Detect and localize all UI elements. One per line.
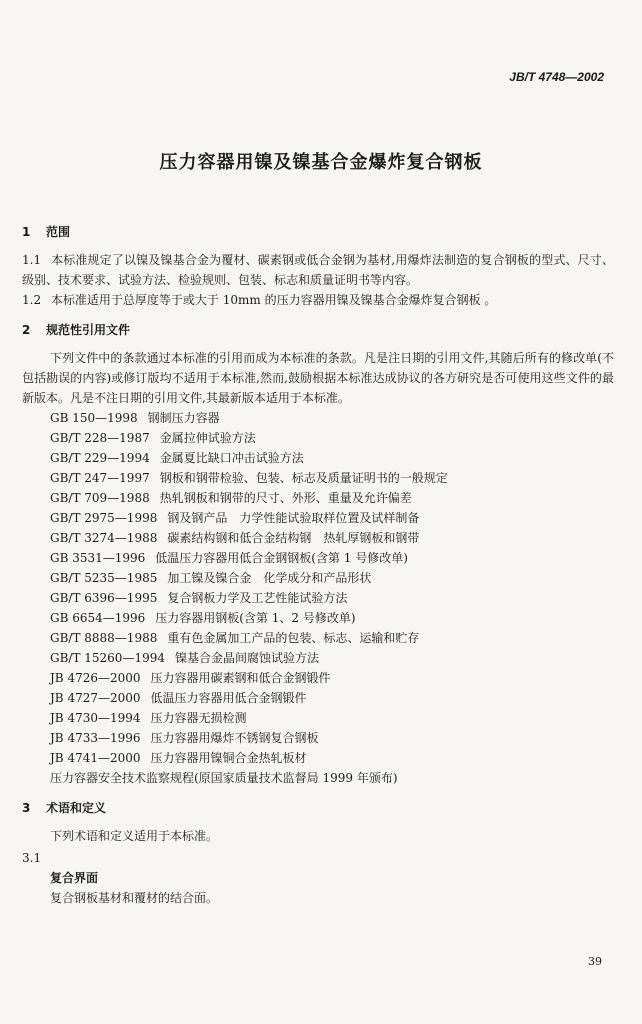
section-1-heading [22,222,614,242]
term-3-1 [22,848,614,908]
reference-item [50,428,614,448]
reference-item [50,508,614,528]
intro-paragraph: 下列术语和定义适用于本标准。 [50,829,219,843]
reference-title: 加工镍及镍合金 化学成分和产品形状 [167,571,372,585]
reference-list [22,408,614,788]
reference-code: GB/T 5235—1985 [50,571,158,585]
reference-item [50,648,614,668]
reference-item [50,468,614,488]
standard-code: JB/T 4748—2002 [509,70,604,84]
section-2-intro [22,348,614,408]
section-title: 范围 [46,225,71,239]
reference-item [50,528,614,548]
reference-title: 钢板和钢带检验、包装、标志及质量证明书的一般规定 [159,471,448,485]
reference-item [50,568,614,588]
clause-number: 3.1 [22,851,42,865]
clause-1-2 [22,290,614,310]
section-3-heading [22,798,614,818]
reference-item [50,488,614,508]
reference-item [50,668,614,688]
section-number: 1 [22,225,31,239]
reference-title: 金属拉伸试验方法 [159,431,256,445]
section-2-heading [22,320,614,340]
reference-title: 镍基合金晶间腐蚀试验方法 [174,651,319,665]
reference-code: GB/T 6396—1995 [50,591,158,605]
section-title: 规范性引用文件 [46,323,131,337]
reference-item [50,748,614,768]
reference-code: 压力容器安全技术监察规程(原国家质量技术监督局 1999 年颁布) [50,771,398,785]
reference-item [50,688,614,708]
reference-code: GB 6654—1996 [50,611,146,625]
clause-number: 1.1 [22,253,42,267]
section-number: 3 [22,801,31,815]
reference-item [50,408,614,428]
reference-title: 钢制压力容器 [147,411,220,425]
reference-code: GB/T 3274—1988 [50,531,158,545]
reference-title: 低温压力容器用低合金钢锻件 [150,691,307,705]
reference-title: 复合钢板力学及工艺性能试验方法 [167,591,348,605]
clause-number: 1.2 [22,293,42,307]
reference-item [50,608,614,628]
section-3 [22,798,614,818]
section-1 [22,222,614,242]
reference-code: JB 4726—2000 [50,671,141,685]
reference-code: JB 4730—1994 [50,711,141,725]
page-number: 39 [588,955,602,968]
reference-title: 压力容器用钢板(含第 1、2 号修改单) [155,611,356,625]
term-name: 复合界面 [50,871,99,885]
section-3-intro [22,826,614,846]
reference-item [50,768,614,788]
intro-paragraph: 下列文件中的条款通过本标准的引用而成为本标准的条款。凡是注日期的引用文件,其随后所有的修改单(不包括勘误的内容)或修订版均不适用于本标准,然而,鼓励根据本标准达成协议的各方研究是否可使用这些文件的最新版本。凡是不注日期的引用文件,其最新版本适用于本标准。 [22,351,614,405]
reference-title: 热轧钢板和钢带的尺寸、外形、重量及允许偏差 [159,491,412,505]
reference-code: JB 4733—1996 [50,731,141,745]
reference-code: GB/T 228—1987 [50,431,150,445]
term-definition: 复合钢板基材和覆材的结合面。 [50,891,219,905]
reference-item [50,588,614,608]
reference-code: GB/T 2975—1998 [50,511,158,525]
reference-item [50,628,614,648]
document-title: 压力容器用镍及镍基合金爆炸复合钢板 [159,152,483,173]
reference-item [50,448,614,468]
reference-code: GB/T 15260—1994 [50,651,165,665]
clause-text: 本标准规定了以镍及镍基合金为覆材、碳素钢或低合金钢为基材,用爆炸法制造的复合钢板的型式、尺寸、级别、技术要求、试验方法、检验规则、包装、标志和质量证明书等内容。 [22,253,614,287]
reference-title: 压力容器无损检测 [150,711,247,725]
reference-code: GB/T 247—1997 [50,471,150,485]
section-2 [22,320,614,340]
reference-code: GB/T 8888—1988 [50,631,158,645]
reference-code: GB 150—1998 [50,411,138,425]
reference-item [50,728,614,748]
reference-title: 碳素结构钢和低合金结构钢 热轧厚钢板和钢带 [167,531,420,545]
reference-item [50,708,614,728]
reference-title: 压力容器用碳素钢和低合金钢锻件 [150,671,331,685]
reference-item [50,548,614,568]
reference-title: 重有色金属加工产品的包装、标志、运输和贮存 [167,631,420,645]
reference-title: 钢及钢产品 力学性能试验取样位置及试样制备 [167,511,420,525]
section-number: 2 [22,323,31,337]
reference-title: 金属夏比缺口冲击试验方法 [159,451,304,465]
reference-title: 压力容器用爆炸不锈钢复合钢板 [150,731,319,745]
reference-code: JB 4741—2000 [50,751,141,765]
clause-1-1 [22,250,614,290]
reference-code: GB/T 709—1988 [50,491,150,505]
clause-text: 本标准适用于总厚度等于或大于 10mm 的压力容器用镍及镍基合金爆炸复合钢板 。 [50,293,497,307]
reference-code: GB/T 229—1994 [50,451,150,465]
section-title: 术语和定义 [46,801,107,815]
reference-title: 低温压力容器用低合金钢钢板(含第 1 号修改单) [155,551,408,565]
reference-code: GB 3531—1996 [50,551,146,565]
reference-code: JB 4727—2000 [50,691,141,705]
reference-title: 压力容器用镍铜合金热轧板材 [150,751,307,765]
